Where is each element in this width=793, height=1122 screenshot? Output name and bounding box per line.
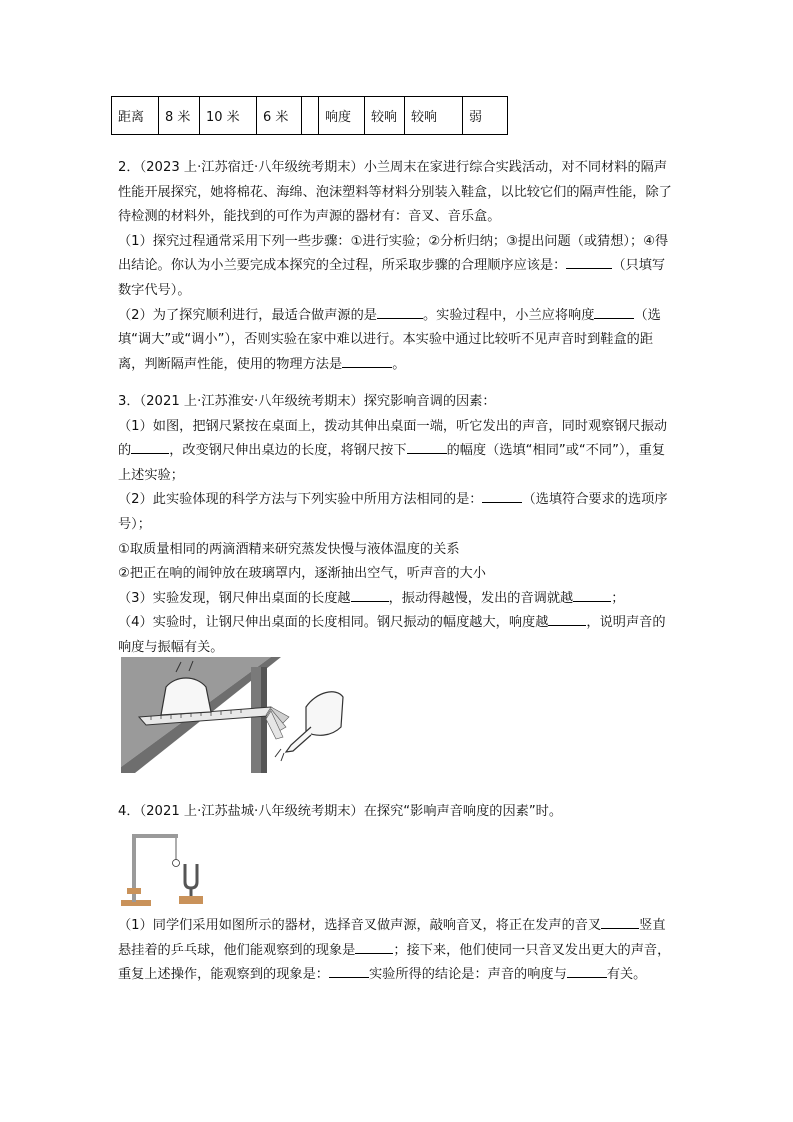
question-header: 2．（2023 上·江苏宿迁·八年级统考期末）小兰周末在家进行综合实践活动，对不同材料的隔声性能开展探究，她将棉花、海绵、泡沫塑料等材料分别装入鞋盒，以比较它们的隔声性能，除了待检测的材料外，能找到的可作为声源的器材有：音叉、音乐盒。 <box>118 160 672 225</box>
part-text: （选填符合要求的选项序号）； <box>118 492 668 532</box>
table-cell: 10 米 <box>200 97 257 135</box>
question-2 <box>118 156 676 377</box>
table-cell: 较响 <box>405 97 463 135</box>
part-text: （3）实验发现，钢尺伸出桌面的长度越 <box>118 590 351 606</box>
stand-arm <box>132 834 178 838</box>
question-3 <box>118 390 676 661</box>
table-cell: 6 米 <box>257 97 302 135</box>
answer-blank[interactable] <box>601 914 639 929</box>
table-row <box>112 97 508 135</box>
part-text: （4）实验时，让钢尺伸出桌面的长度相同。钢尺振动的幅度越大，响度越 <box>118 615 549 631</box>
part-text: ，说明声音的响度与振幅有关。 <box>118 615 666 655</box>
answer-blank[interactable] <box>573 587 611 602</box>
motion-lines-icon <box>275 749 284 761</box>
answer-blank[interactable] <box>567 963 607 978</box>
answer-blank[interactable] <box>482 488 522 503</box>
part-text: （选填“调大”或“调小”），否则实验在家中难以进行。本实验中通过比较听不见声音时到鞋盒的距离，判断隔声性能，使用的物理方法是 <box>118 307 661 372</box>
results-table <box>111 96 508 135</box>
question-4 <box>118 800 676 825</box>
part-text: ，改变钢尺伸出桌边的长度，将钢尺按下 <box>169 443 407 459</box>
part-text: （2）此实验体现的科学方法与下列实验中所用方法相同的是： <box>118 492 483 508</box>
question-part <box>118 587 676 612</box>
table-cell: 较响 <box>365 97 405 135</box>
part-text: 的幅度（选填“相同”或“不同”），重复上述实验； <box>118 443 666 483</box>
part-text: 竖直悬挂着的乒乓球，他们能观察到的现象是 <box>118 918 666 958</box>
option-1: ①取质量相同的两滴酒精来研究蒸发快慢与液体温度的关系 <box>118 541 460 557</box>
part-text: 。 <box>392 356 406 372</box>
table-leg-shadow <box>261 667 267 773</box>
part-text: ； <box>611 590 625 606</box>
part-text: （1）如图，把钢尺紧按在桌面上，拨动其伸出桌面一端，听它发出的声音，同时观察钢尺振动的 <box>118 418 668 459</box>
part-text: （只填写数字代号）。 <box>118 258 666 298</box>
part-text: ，振动得越慢，发出的音调就越 <box>388 590 574 606</box>
stand-clamp <box>127 888 141 894</box>
answer-blank[interactable] <box>566 254 612 269</box>
answer-blank[interactable] <box>342 353 392 368</box>
ping-pong-ball-icon <box>173 860 180 867</box>
part-text: ；接下来，他们使同一只音叉发出更大的声音，重复上述操作，能观察到的现象是： <box>118 942 671 983</box>
question-part <box>118 914 676 988</box>
answer-blank[interactable] <box>131 439 169 454</box>
question-part <box>118 304 676 378</box>
table-cell: 响度 <box>319 97 365 135</box>
table-cell <box>302 97 319 135</box>
plucking-finger-icon <box>286 727 311 752</box>
answer-blank[interactable] <box>329 963 369 978</box>
resonance-box <box>179 896 203 904</box>
question-header: 3．（2021 上·江苏淮安·八年级统考期末）探究影响音调的因素： <box>118 394 496 409</box>
part-text: （2）为了探究顺利进行，最适合做声源的是 <box>118 307 377 323</box>
plucking-hand-icon <box>306 692 343 735</box>
table-cell: 距离 <box>112 97 159 135</box>
table-cell: 弱 <box>463 97 508 135</box>
question-part <box>118 415 676 489</box>
option-2: ②把正在响的闹钟放在玻璃罩内，逐渐抽出空气，听声音的大小 <box>118 566 486 582</box>
table-cell: 8 米 <box>159 97 200 135</box>
part-text: 有关。 <box>606 967 647 983</box>
question-part <box>118 488 676 537</box>
part-text: （1）探究过程通常采用下列一些步骤：①进行实验；②分析归纳；③提出问题（或猜想）；④得出结论。你认为小兰要完成本探究的全过程，所采取步骤的合理顺序应该是： <box>118 233 669 274</box>
question-header: 4．（2021 上·江苏盐城·八年级统考期末）在探究“影响声音响度的因素”时。 <box>118 804 563 819</box>
answer-blank[interactable] <box>594 304 634 319</box>
table-leg <box>251 667 261 773</box>
part-text: （1）同学们采用如图所示的器材，选择音叉做声源，敲响音叉，将正在发声的音叉 <box>118 918 602 933</box>
part-text: 实验所得的结论是：声音的响度与 <box>369 967 567 983</box>
question-part <box>118 230 676 304</box>
answer-blank[interactable] <box>377 304 423 319</box>
answer-blank[interactable] <box>548 611 586 626</box>
answer-blank[interactable] <box>355 939 393 954</box>
tuning-fork-figure <box>121 830 213 910</box>
ruler-on-table-figure <box>121 657 347 773</box>
question-part <box>118 611 676 660</box>
part-text: 。实验过程中，小兰应将响度 <box>422 307 595 323</box>
question-4-part-1 <box>118 914 676 988</box>
answer-blank[interactable] <box>351 587 389 602</box>
tuning-fork-icon <box>185 864 197 888</box>
answer-blank[interactable] <box>407 439 447 454</box>
